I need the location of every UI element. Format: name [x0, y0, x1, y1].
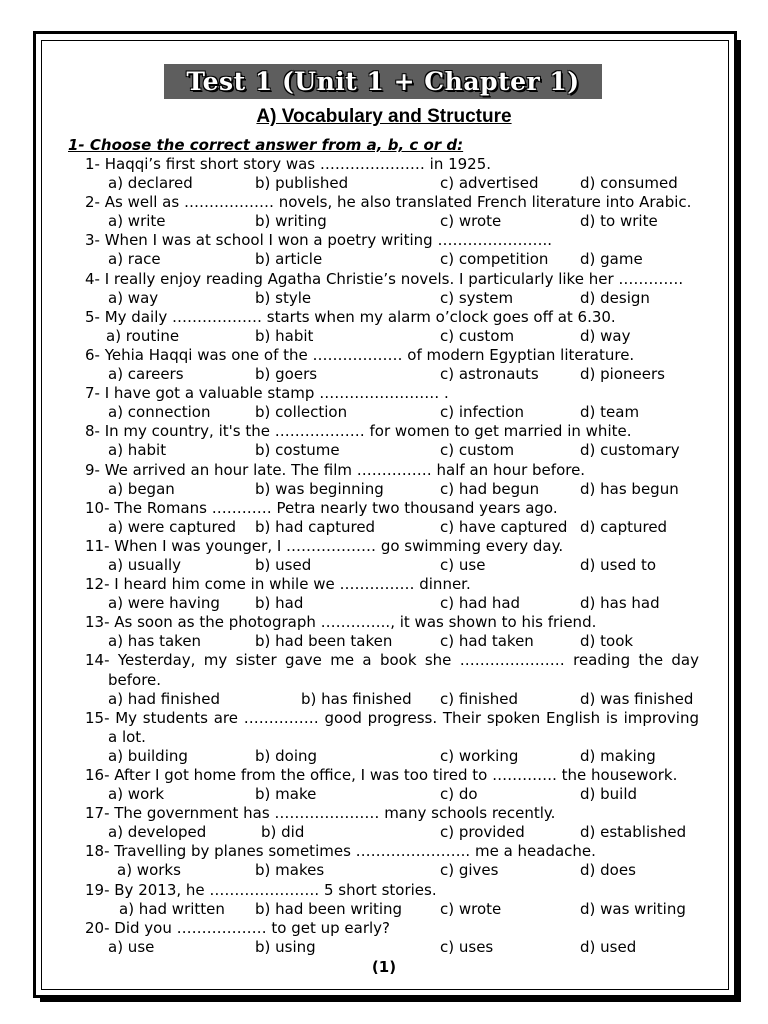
option-b: b) did [261, 823, 305, 842]
option-c: c) gives [440, 861, 499, 880]
option-d: d) way [580, 326, 631, 345]
question-options [0, 556, 768, 575]
option-a: a) declared [108, 174, 193, 193]
question-options [0, 403, 768, 422]
question-stem: 8- In my country, it's the ……………… for women to get married in white. [85, 422, 632, 441]
question-1 [0, 155, 768, 193]
question-options [0, 785, 768, 804]
option-a: a) use [108, 937, 155, 956]
option-c: c) wrote [440, 212, 502, 231]
option-c: c) advertised [440, 174, 539, 193]
question-stem: 2- As well as ……………… novels, he also translated French literature into Arabic. [85, 193, 692, 212]
question-6 [0, 346, 768, 384]
border-shadow-bottom [40, 998, 741, 1002]
option-b: b) published [255, 174, 349, 193]
question-stem: 19- By 2013, he …………………. 5 short stories. [85, 880, 437, 899]
question-12 [0, 575, 768, 613]
option-c: c) custom [440, 441, 515, 460]
question-18 [0, 842, 768, 880]
option-a: a) usually [108, 555, 182, 574]
question-options [0, 861, 768, 880]
section-heading: A) Vocabulary and Structure [256, 106, 512, 127]
option-a: a) routine [106, 326, 180, 345]
option-d: d) customary [580, 441, 680, 460]
option-b: b) used [255, 555, 312, 574]
option-c: c) wrote [440, 899, 502, 918]
option-b: b) makes [255, 861, 325, 880]
option-c: c) had taken [440, 632, 534, 651]
question-stem: 14- Yesterday, my sister gave me a book she ………………… reading the day before. [85, 651, 699, 689]
option-d: d) used to [580, 555, 657, 574]
question-options [0, 823, 768, 842]
option-a: a) had written [119, 899, 225, 918]
option-a: a) were captured [108, 517, 237, 536]
option-c: c) working [440, 746, 519, 765]
option-b: b) had captured [255, 517, 376, 536]
question-16 [0, 766, 768, 804]
option-c: c) custom [440, 326, 515, 345]
option-b: b) has finished [301, 689, 412, 708]
question-stem: 9- We arrived an hour late. The film …………… half an hour before. [85, 460, 586, 479]
option-c: c) had had [440, 594, 521, 613]
option-c: c) astronauts [440, 365, 539, 384]
option-d: d) was writing [580, 899, 686, 918]
question-stem: 10- The Romans ………… Petra nearly two thousand years ago. [85, 498, 558, 517]
question-19 [0, 881, 768, 919]
option-c: c) had begun [440, 479, 540, 498]
question-2 [0, 193, 768, 231]
question-stem: 20- Did you ……………… to get up early? [85, 918, 390, 937]
option-d: d) established [580, 823, 687, 842]
option-b: b) article [255, 250, 323, 269]
question-13 [0, 613, 768, 651]
question-options [0, 518, 768, 537]
question-list [0, 155, 768, 957]
question-options [0, 212, 768, 231]
option-d: d) took [580, 632, 634, 651]
question-options [0, 938, 768, 957]
option-d: d) was finished [580, 689, 694, 708]
question-9 [0, 461, 768, 499]
question-3 [0, 231, 768, 269]
option-c: c) use [440, 555, 486, 574]
question-8 [0, 422, 768, 460]
question-options [0, 250, 768, 269]
option-b: b) collection [255, 403, 348, 422]
question-5 [0, 308, 768, 346]
option-d: d) has had [580, 594, 660, 613]
question-stem: 7- I have got a valuable stamp …………………… . [85, 384, 449, 403]
option-c: c) competition [440, 250, 549, 269]
question-options [0, 900, 768, 919]
page-title: Test 1 (Unit 1 + Chapter 1) [186, 67, 580, 96]
option-b: b) using [255, 937, 316, 956]
option-a: a) had finished [108, 689, 220, 708]
option-a: a) works [117, 861, 181, 880]
option-b: b) had been taken [255, 632, 393, 651]
option-d: d) team [580, 403, 640, 422]
option-d: d) captured [580, 517, 668, 536]
question-stem: 18- Travelling by planes sometimes ………………….. me a headache. [85, 842, 596, 861]
question-14 [0, 651, 768, 708]
option-a: a) race [108, 250, 161, 269]
question-11 [0, 537, 768, 575]
question-options [0, 690, 768, 709]
question-stem: 13- As soon as the photograph ………….., it was shown to his friend. [85, 613, 597, 632]
option-a: a) were having [108, 594, 220, 613]
question-stem: 1- Haqqi’s first short story was ………………… in 1925. [85, 155, 492, 173]
question-4 [0, 270, 768, 308]
question-options [0, 441, 768, 460]
option-b: b) habit [255, 326, 314, 345]
option-b: b) was beginning [255, 479, 384, 498]
question-10 [0, 499, 768, 537]
question-options [0, 327, 768, 346]
option-b: b) had [255, 594, 304, 613]
question-stem: 3- When I was at school I won a poetry writing ………………….. [85, 231, 552, 250]
option-a: a) write [108, 212, 166, 231]
option-a: a) developed [108, 823, 207, 842]
question-20 [0, 919, 768, 957]
option-c: c) provided [440, 823, 525, 842]
question-stem: 11- When I was younger, I ……………… go swimming every day. [85, 536, 564, 555]
option-b: b) writing [255, 212, 327, 231]
question-15 [0, 709, 768, 766]
question-options [0, 480, 768, 499]
option-a: a) careers [108, 365, 184, 384]
option-d: d) build [580, 785, 638, 804]
option-b: b) doing [255, 746, 318, 765]
option-a: a) has taken [108, 632, 202, 651]
option-d: d) does [580, 861, 636, 880]
option-b: b) costume [255, 441, 340, 460]
question-stem: 5- My daily ……………… starts when my alarm o’clock goes off at 6.30. [85, 307, 616, 326]
option-d: d) has begun [580, 479, 679, 498]
question-options [0, 632, 768, 651]
option-d: d) making [580, 746, 656, 765]
option-b: b) goers [255, 365, 318, 384]
question-stem: 4- I really enjoy reading Agatha Christie’s novels. I particularly like her …………. [85, 269, 684, 288]
option-c: c) uses [440, 937, 494, 956]
instruction: 1- Choose the correct answer from a, b, c or d: [68, 136, 464, 154]
option-a: a) began [108, 479, 175, 498]
question-17 [0, 804, 768, 842]
option-c: c) have captured [440, 517, 568, 536]
option-a: a) connection [108, 403, 211, 422]
option-b: b) make [255, 785, 317, 804]
question-stem: 16- After I got home from the office, I was too tired to …………. the housework. [85, 766, 678, 784]
question-stem: 12- I heard him come in while we …………… dinner. [85, 575, 471, 594]
question-options [0, 747, 768, 766]
page-number: (1) [371, 958, 397, 976]
option-d: d) design [580, 288, 650, 307]
option-b: b) style [255, 288, 312, 307]
option-a: a) building [108, 746, 188, 765]
option-a: a) work [108, 785, 165, 804]
option-c: c) infection [440, 403, 525, 422]
option-d: d) game [580, 250, 643, 269]
option-c: c) system [440, 288, 514, 307]
question-stem: 15- My students are …………… good progress. Their spoken English is improving a lot. [85, 708, 699, 746]
title-banner [164, 64, 602, 99]
question-options [0, 594, 768, 613]
option-b: b) had been writing [255, 899, 403, 918]
option-a: a) habit [108, 441, 167, 460]
question-options [0, 174, 768, 193]
option-a: a) way [108, 288, 159, 307]
option-d: d) consumed [580, 174, 678, 193]
question-stem: 6- Yehia Haqqi was one of the ……………… of modern Egyptian literature. [85, 345, 635, 364]
option-d: d) pioneers [580, 365, 665, 384]
question-stem: 17- The government has ………………… many schools recently. [85, 804, 556, 823]
option-c: c) finished [440, 689, 519, 708]
question-options [0, 365, 768, 384]
question-7 [0, 384, 768, 422]
question-options [0, 289, 768, 308]
option-d: d) to write [580, 212, 658, 231]
option-c: c) do [440, 785, 478, 804]
option-d: d) used [580, 937, 637, 956]
